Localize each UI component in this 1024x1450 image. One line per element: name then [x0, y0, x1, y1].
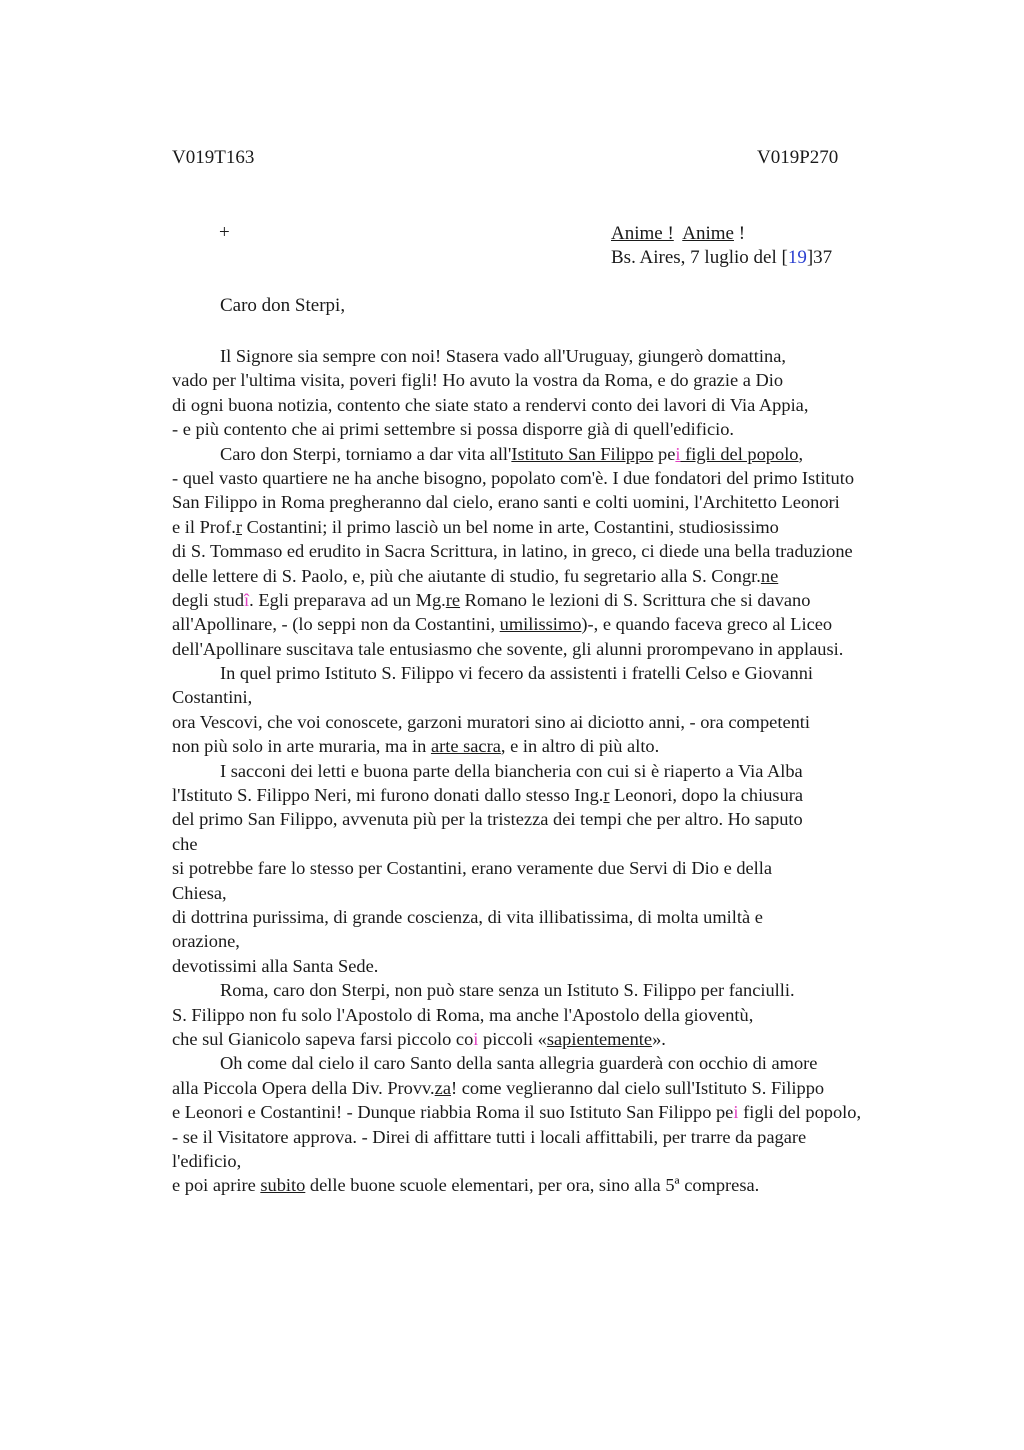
text-segment: . Egli preparava ad un Mg.	[249, 589, 446, 610]
body-line	[172, 783, 962, 807]
salutation: Caro don Sterpi,	[220, 295, 346, 316]
text-segment: e il Prof.	[172, 516, 236, 537]
text-segment: orazione,	[172, 931, 240, 952]
text-segment: ! come veglieranno dal cielo sull'Istituto S. Filippo	[451, 1077, 825, 1098]
text-segment: e poi aprire	[172, 1175, 261, 1196]
body-line	[172, 490, 962, 514]
text-segment: I sacconi dei letti e buona parte della biancheria con cui si è riaperto a Via Alba	[220, 760, 803, 781]
letter-heading	[611, 222, 832, 270]
text-segment: si potrebbe fare lo stesso per Costantini, erano veramente due Servi di Dio e della	[172, 858, 773, 879]
body-line	[172, 710, 962, 734]
text-segment: che sul Gianicolo sapeva farsi piccolo co	[172, 1028, 474, 1049]
text-segment: re	[445, 589, 461, 610]
body-line	[172, 734, 962, 758]
body-line	[172, 344, 962, 368]
body-line	[172, 759, 962, 783]
body-line	[172, 466, 962, 490]
text-segment: S. Filippo non fu solo l'Apostolo di Roma, ma anche l'Apostolo della gioventù,	[172, 1004, 754, 1025]
body-line	[172, 1027, 962, 1051]
text-segment: figli del popolo	[680, 443, 799, 464]
body-line	[172, 881, 962, 905]
text-segment: za	[434, 1077, 451, 1098]
text-segment: Istituto San Filippo	[511, 443, 654, 464]
text-segment: Leonori, dopo la chiusura	[609, 785, 804, 806]
body-line	[172, 515, 962, 539]
text-segment: Costantini,	[172, 687, 253, 708]
body-line	[172, 637, 962, 661]
document-reference-left: V019T163	[172, 147, 255, 168]
text-segment: di ogni buona notizia, contento che siate stato a rendervi conto dei lavori di Via Appia,	[172, 394, 809, 415]
text-segment: ».	[652, 1028, 666, 1049]
text-segment: non più solo in arte muraria, ma in	[172, 736, 431, 757]
text-segment: l'Istituto S. Filippo Neri, mi furono donati dallo stesso Ing.	[172, 785, 604, 806]
text-segment: sapientemente	[546, 1028, 653, 1049]
text-segment: Romano le lezioni di S. Scrittura che si davano	[460, 589, 811, 610]
text-segment: umilissimo	[499, 614, 582, 635]
dateline	[611, 246, 832, 270]
body-line	[172, 978, 962, 1002]
text-segment: - se il Visitatore approva. - Direi di affittare tutti i locali affittabili, per trarre da pagare	[172, 1126, 807, 1147]
motto-second: Anime	[682, 223, 734, 244]
text-segment: i	[675, 443, 681, 464]
text-segment: delle buone scuole elementari, per ora, sino alla 5ª compresa.	[305, 1175, 760, 1196]
text-segment: Caro don Sterpi, torniamo a dar vita all'	[220, 443, 512, 464]
body-line	[172, 807, 962, 831]
text-segment: devotissimi alla Santa Sede.	[172, 955, 379, 976]
motto	[611, 222, 832, 246]
body-line	[172, 832, 962, 856]
text-segment: Oh come dal cielo il caro Santo della santa allegria guarderà con occhio di amore	[220, 1053, 818, 1074]
motto-end: !	[733, 223, 746, 244]
dateline-suffix: ]37	[806, 247, 833, 268]
body-line	[172, 856, 962, 880]
document-reference-right: V019P270	[757, 147, 839, 168]
body-line	[172, 588, 962, 612]
text-segment: subito	[260, 1175, 306, 1196]
body-line	[172, 612, 962, 636]
text-segment: l'edificio,	[172, 1150, 242, 1171]
text-segment: del primo San Filippo, avvenuta più per la tristezza dei tempi che per altro. Ho saputo	[172, 809, 803, 830]
text-segment: - quel vasto quartiere ne ha anche bisogno, popolato com'è. I due fondatori del primo Istituto	[172, 467, 855, 488]
text-segment: i	[733, 1102, 739, 1123]
body-line	[172, 417, 962, 441]
body-line	[172, 368, 962, 392]
text-segment: - e più contento che ai primi settembre si possa disporre già di quell'edificio.	[172, 419, 735, 440]
body-line	[172, 1100, 962, 1124]
body-line	[172, 539, 962, 563]
text-segment: r	[235, 516, 242, 537]
cross-symbol: +	[219, 222, 230, 243]
text-segment: Costantini; il primo lasciò un bel nome in arte, Costantini, studiosissimo	[241, 516, 779, 537]
body-line	[172, 1076, 962, 1100]
letter-body	[172, 344, 962, 1198]
motto-first: Anime !	[611, 223, 674, 244]
motto-gap	[674, 223, 682, 244]
text-segment: di S. Tommaso ed erudito in Sacra Scrittura, in latino, in greco, ci diede una bella traduzione	[172, 541, 853, 562]
text-segment: î	[244, 589, 250, 610]
body-line	[172, 442, 962, 466]
text-segment: e Leonori e Costantini! - Dunque riabbia Roma il suo Istituto San Filippo pe	[172, 1102, 734, 1123]
text-segment: r	[603, 785, 610, 806]
dateline-century: 19	[787, 247, 807, 268]
text-segment: Chiesa,	[172, 882, 227, 903]
body-line	[172, 905, 962, 929]
text-segment: alla Piccola Opera della Div. Provv.	[172, 1077, 435, 1098]
text-segment: i	[473, 1028, 479, 1049]
text-segment: ,	[798, 443, 804, 464]
body-line	[172, 564, 962, 588]
text-segment: arte sacra	[430, 736, 501, 757]
text-segment: )-, e quando faceva greco al Liceo	[581, 614, 833, 635]
body-line	[172, 1051, 962, 1075]
body-line	[172, 393, 962, 417]
text-segment: San Filippo in Roma pregheranno dal cielo, erano santi e colti uomini, l'Architetto Leonori	[172, 492, 840, 513]
text-segment: ne	[760, 565, 779, 586]
text-segment: figli del popolo,	[738, 1102, 862, 1123]
text-segment: che	[172, 833, 198, 854]
body-line	[172, 1125, 962, 1149]
body-line	[172, 661, 962, 685]
text-segment: Il Signore sia sempre con noi! Stasera vado all'Uruguay, giungerò domattina,	[220, 346, 786, 366]
body-line	[172, 1149, 962, 1173]
body-line	[172, 929, 962, 953]
text-segment: degli stud	[172, 589, 245, 610]
text-segment: piccoli «	[478, 1028, 547, 1049]
text-segment: vado per l'ultima visita, poveri figli! Ho avuto la vostra da Roma, e do grazie a Dio	[172, 370, 784, 391]
text-segment: di dottrina purissima, di grande coscienza, di vita illibatissima, di molta umiltà e	[172, 906, 763, 927]
text-segment: Roma, caro don Sterpi, non può stare senza un Istituto S. Filippo per fanciulli.	[220, 980, 795, 1001]
text-segment: In quel primo Istituto S. Filippo vi fecero da assistenti i fratelli Celso e Giovanni	[220, 663, 813, 684]
text-segment: , e in altro di più alto.	[500, 736, 660, 757]
body-line	[172, 685, 962, 709]
body-line	[172, 1003, 962, 1027]
text-segment: delle lettere di S. Paolo, e, più che aiutante di studio, fu segretario alla S. Congr.	[172, 565, 761, 586]
body-line	[172, 1173, 962, 1197]
text-segment: pe	[653, 443, 676, 464]
text-segment: all'Apollinare, - (lo seppi non da Costantini,	[172, 614, 500, 635]
text-segment: ora Vescovi, che voi conoscete, garzoni muratori sino ai diciotto anni, - ora competenti	[172, 711, 811, 732]
body-line	[172, 954, 962, 978]
dateline-prefix: Bs. Aires, 7 luglio del [	[611, 247, 788, 268]
text-segment: dell'Apollinare suscitava tale entusiasmo che sovente, gli alunni prorompevano in applausi.	[172, 638, 844, 659]
